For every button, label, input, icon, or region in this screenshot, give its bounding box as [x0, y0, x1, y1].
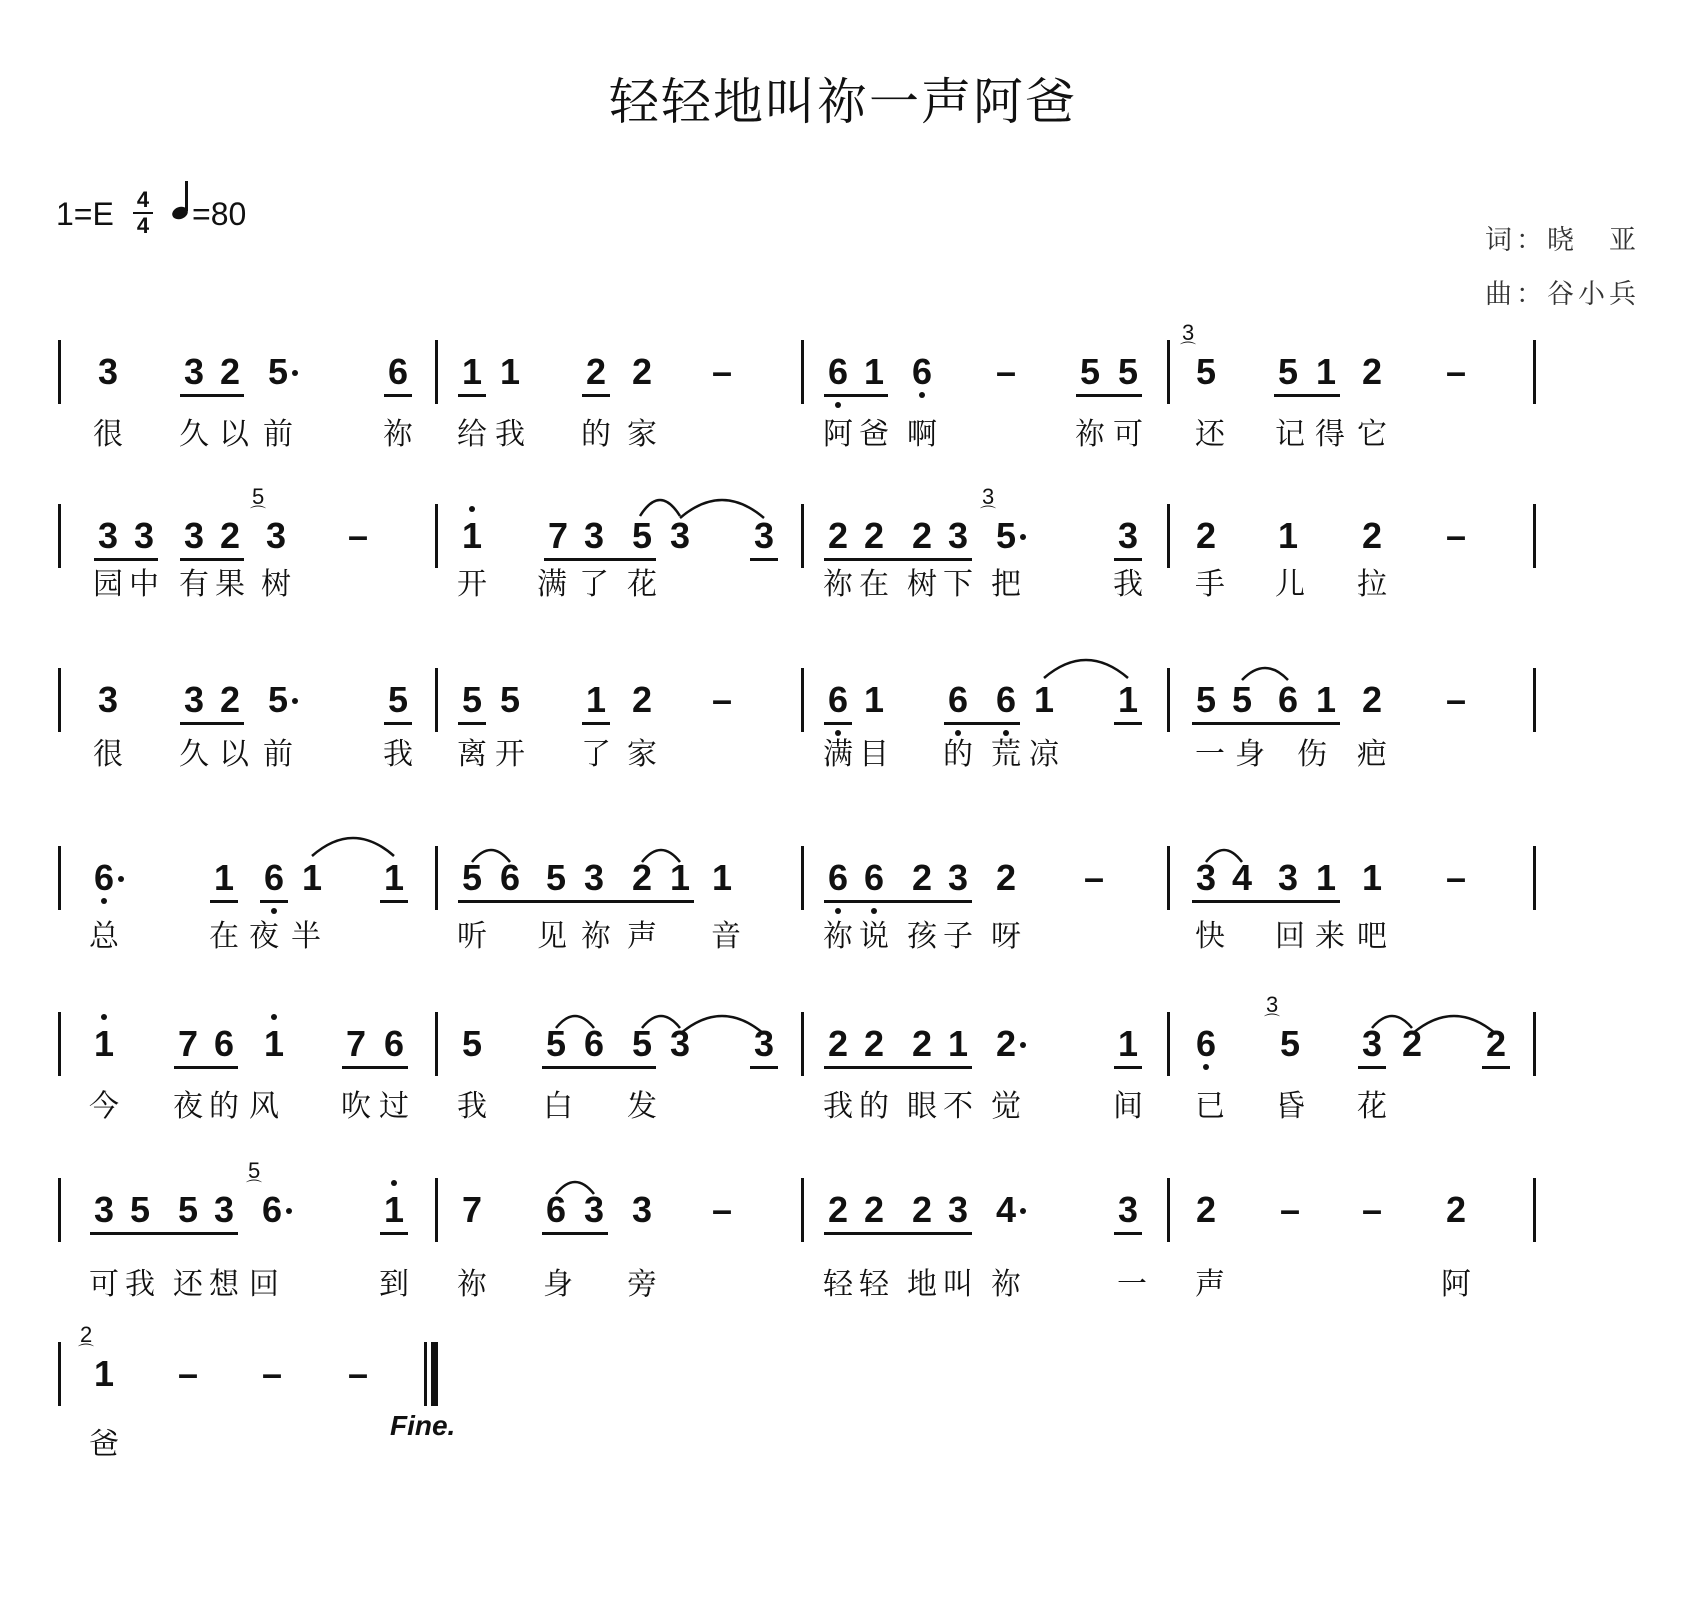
lyric-char: 叫 [943, 1267, 973, 1302]
note-pitch: 2 [1361, 515, 1383, 556]
note-pitch: 3 [133, 515, 155, 556]
note-pitch: 2 [827, 1023, 849, 1064]
note-pitch: 3 [669, 515, 691, 556]
slur-arc [556, 1182, 594, 1194]
grace-note: 5 [252, 484, 265, 509]
note-pitch: – [1445, 679, 1467, 720]
lyric-char: 轻 [823, 1267, 853, 1302]
note-pitch: 2 [1361, 679, 1383, 720]
lyric-char: 呀 [991, 919, 1021, 954]
note-pitch: 5 [631, 1023, 653, 1064]
lyric-char: 以 [219, 737, 249, 772]
note-pitch: 2 [219, 679, 241, 720]
grace-hook: ⌒ [78, 1344, 95, 1361]
note-pitch: 5 [631, 515, 653, 556]
lyric-char: 很 [93, 737, 123, 772]
note-pitch: 1 [711, 857, 733, 898]
lyric-char: 中 [129, 567, 159, 602]
note-pitch: 3 [947, 1189, 969, 1230]
lyric-char: 前 [263, 737, 293, 772]
note-pitch: 6 [1277, 679, 1299, 720]
note-pitch: 3 [583, 857, 605, 898]
lyric-char: 我 [457, 1089, 487, 1124]
lyric-char: 回 [249, 1267, 279, 1302]
song-title: 轻轻地叫祢一声阿爸 [609, 73, 1077, 131]
lyric-char: 爸 [89, 1427, 119, 1462]
note-pitch: 5 [499, 679, 521, 720]
grace-hook: ⌒ [1180, 342, 1197, 359]
note-pitch: 5 [1195, 351, 1217, 392]
note-pitch: 3 [947, 857, 969, 898]
slur-arc [556, 1016, 594, 1028]
note-pitch: 2 [1361, 351, 1383, 392]
lyric-char: 地 [907, 1267, 937, 1302]
note-pitch: 1 [863, 679, 885, 720]
note-pitch: 3 [631, 1189, 653, 1230]
note-pitch: 6 [911, 351, 933, 392]
lyric-char: 阿 [823, 417, 853, 452]
note-pitch: 6 [827, 351, 849, 392]
lyric-char: 手 [1195, 567, 1225, 602]
note-pitch: 2 [995, 1023, 1017, 1064]
lyric-char: 想 [209, 1267, 239, 1302]
note-pitch: 6 [263, 857, 285, 898]
note-pitch: 2 [1195, 1189, 1217, 1230]
note-pitch: 2 [219, 515, 241, 556]
lyric-char: 祢 [823, 919, 853, 954]
note-pitch: 3 [97, 351, 119, 392]
note-pitch: 5 [461, 857, 483, 898]
lyric-char: 还 [1195, 417, 1225, 452]
lyric-char: 旁 [627, 1267, 657, 1302]
note-pitch: 3 [753, 1023, 775, 1064]
note-pitch: 3 [97, 679, 119, 720]
lyric-char: 目 [859, 737, 889, 772]
lyric-char: 开 [495, 737, 525, 772]
lyric-char: 来 [1315, 919, 1345, 954]
note-pitch: 5 [995, 515, 1017, 556]
note-pitch: 6 [387, 351, 409, 392]
grace-hook: ⌒ [980, 506, 997, 523]
lyric-char: 开 [457, 567, 487, 602]
note-pitch: 5 [545, 1023, 567, 1064]
note-pitch: 5 [177, 1189, 199, 1230]
note-pitch: 1 [213, 857, 235, 898]
note-pitch: 2 [827, 515, 849, 556]
note-pitch: 2 [911, 1189, 933, 1230]
slur-arc [680, 1016, 764, 1034]
note-pitch: 6 [1195, 1023, 1217, 1064]
note-pitch: – [1445, 515, 1467, 556]
note-pitch: 5 [1279, 1023, 1301, 1064]
note-pitch: – [1445, 351, 1467, 392]
lyric-char: 今 [89, 1089, 119, 1124]
slur-arc [312, 838, 394, 856]
note-pitch: 1 [1277, 515, 1299, 556]
note-pitch: 3 [183, 679, 205, 720]
lyric-char: 觉 [991, 1089, 1021, 1124]
lyric-char: 见 [537, 919, 567, 954]
slur-arc [642, 1016, 680, 1028]
lyric-char: 可 [1113, 417, 1143, 452]
lyric-char: 声 [627, 919, 657, 954]
lyric-char: 疤 [1357, 737, 1387, 772]
note-pitch: 6 [213, 1023, 235, 1064]
note-pitch: 2 [631, 857, 653, 898]
lyric-char: 身 [543, 1267, 573, 1302]
note-pitch: – [1083, 857, 1105, 898]
lyric-char: 阿 [1441, 1267, 1471, 1302]
lyric-char: 了 [581, 737, 611, 772]
lyric-char: 一 [1117, 1267, 1147, 1302]
note-pitch: 1 [1361, 857, 1383, 898]
lyric-char: 间 [1113, 1089, 1143, 1124]
note-pitch: 1 [1315, 351, 1337, 392]
note-pitch: 6 [827, 857, 849, 898]
lyricist-credit: 词：晓 亚 [1485, 225, 1640, 256]
lyric-char: 下 [943, 567, 973, 602]
lyric-char: 儿 [1275, 567, 1305, 602]
note-pitch: – [1445, 857, 1467, 898]
note-pitch: 5 [1195, 679, 1217, 720]
note-pitch: 1 [383, 857, 405, 898]
note-pitch: 1 [947, 1023, 969, 1064]
lyric-char: 眼 [907, 1089, 937, 1124]
lyric-char: 音 [711, 919, 741, 954]
fine-marking: Fine. [390, 1410, 456, 1441]
note-pitch: 3 [183, 515, 205, 556]
grace-note: 2 [80, 1322, 93, 1347]
note-pitch: 1 [1117, 1023, 1139, 1064]
note-pitch: 2 [995, 857, 1017, 898]
lyric-char: 了 [579, 567, 609, 602]
note-pitch: 6 [93, 857, 115, 898]
note-pitch: 5 [267, 679, 289, 720]
note-pitch: 2 [585, 351, 607, 392]
lyric-char: 我 [495, 417, 525, 452]
note-pitch: 3 [93, 1189, 115, 1230]
note-pitch: 4 [995, 1189, 1017, 1230]
lyric-char: 花 [1357, 1089, 1387, 1124]
note-pitch: 6 [383, 1023, 405, 1064]
note-pitch: 3 [1361, 1023, 1383, 1064]
note-pitch: 4 [1231, 857, 1253, 898]
lyric-char: 声 [1195, 1267, 1225, 1302]
lyric-char: 已 [1195, 1089, 1225, 1124]
lyric-char: 凉 [1029, 737, 1059, 772]
key-signature: 1=E [56, 196, 114, 232]
lyric-char: 在 [209, 919, 239, 954]
lyric-char: 我 [1113, 567, 1143, 602]
lyric-char: 树 [261, 567, 291, 602]
note-pitch: 2 [1401, 1023, 1423, 1064]
lyric-char: 昏 [1275, 1089, 1305, 1124]
slur-arc [1372, 1016, 1412, 1028]
lyric-char: 祢 [581, 919, 611, 954]
lyric-char: 说 [859, 919, 889, 954]
lyric-char: 过 [379, 1089, 409, 1124]
lyric-char: 满 [823, 737, 853, 772]
note-pitch: 1 [499, 351, 521, 392]
lyric-char: 祢 [823, 567, 853, 602]
note-pitch: 2 [911, 857, 933, 898]
note-pitch: 7 [461, 1189, 483, 1230]
note-pitch: 2 [1485, 1023, 1507, 1064]
note-pitch: 3 [583, 1189, 605, 1230]
lyric-char: 它 [1357, 417, 1387, 452]
lyric-char: 的 [943, 737, 973, 772]
composer-credit: 曲：谷小兵 [1485, 279, 1640, 310]
note-pitch: – [347, 515, 369, 556]
note-pitch: – [261, 1353, 283, 1394]
lyric-char: 花 [627, 567, 657, 602]
note-pitch: 1 [93, 1353, 115, 1394]
lyric-char: 离 [457, 737, 487, 772]
note-pitch: – [711, 351, 733, 392]
note-pitch: 6 [947, 679, 969, 720]
lyric-char: 子 [943, 919, 973, 954]
lyric-char: 很 [93, 417, 123, 452]
note-pitch: 5 [1117, 351, 1139, 392]
note-pitch: 3 [947, 515, 969, 556]
lyric-char: 吧 [1357, 919, 1387, 954]
lyric-char: 园 [93, 567, 123, 602]
lyric-char: 祢 [457, 1267, 487, 1302]
lyric-char: 久 [179, 737, 209, 772]
note-pitch: 2 [1445, 1189, 1467, 1230]
lyric-char: 的 [859, 1089, 889, 1124]
note-pitch: 1 [301, 857, 323, 898]
lyric-char: 轻 [859, 1267, 889, 1302]
note-pitch: 1 [669, 857, 691, 898]
grace-note: 3 [1266, 992, 1279, 1017]
note-pitch: 6 [261, 1189, 283, 1230]
note-pitch: 1 [461, 351, 483, 392]
note-pitch: 1 [1315, 857, 1337, 898]
note-pitch: 3 [1195, 857, 1217, 898]
note-pitch: 1 [1315, 679, 1337, 720]
note-pitch: 1 [93, 1023, 115, 1064]
grace-note: 3 [1182, 320, 1195, 345]
lyric-char: 树 [907, 567, 937, 602]
tempo-value: =80 [192, 196, 247, 232]
note-pitch: 1 [1117, 679, 1139, 720]
note-pitch: – [1279, 1189, 1301, 1230]
lyric-char: 把 [991, 567, 1021, 602]
time-signature-bottom: 4 [136, 213, 150, 238]
lyric-char: 给 [457, 417, 487, 452]
note-pitch: – [347, 1353, 369, 1394]
note-pitch: 5 [545, 857, 567, 898]
note-pitch: 5 [461, 1023, 483, 1064]
note-pitch: 3 [669, 1023, 691, 1064]
lyric-char: 前 [263, 417, 293, 452]
slur-arc [680, 500, 764, 518]
note-pitch: 1 [263, 1023, 285, 1064]
note-pitch: 3 [213, 1189, 235, 1230]
lyric-char: 夜 [249, 919, 279, 954]
note-pitch: 1 [461, 515, 483, 556]
lyric-char: 可 [89, 1267, 119, 1302]
lyric-char: 不 [943, 1089, 973, 1124]
note-pitch: 5 [1231, 679, 1253, 720]
slur-arc [640, 500, 680, 516]
slur-arc [1242, 668, 1288, 680]
lyric-char: 总 [89, 919, 119, 954]
grace-hook: ⌒ [250, 506, 267, 523]
note-pitch: 6 [863, 857, 885, 898]
lyric-char: 吹 [341, 1089, 371, 1124]
lyric-char: 一 [1195, 737, 1225, 772]
lyric-char: 孩 [907, 919, 937, 954]
lyric-char: 祢 [383, 417, 413, 452]
note-pitch: 2 [863, 1189, 885, 1230]
lyric-char: 家 [627, 417, 657, 452]
note-pitch: 3 [583, 515, 605, 556]
grace-note: 3 [982, 484, 995, 509]
note-pitch: 3 [183, 351, 205, 392]
note-pitch: 3 [1117, 1189, 1139, 1230]
lyric-char: 到 [379, 1267, 409, 1302]
note-pitch: 3 [265, 515, 287, 556]
note-pitch: 2 [631, 351, 653, 392]
slur-arc [1044, 660, 1128, 678]
note-pitch: 7 [177, 1023, 199, 1064]
slur-arc [472, 850, 510, 862]
lyric-char: 以 [219, 417, 249, 452]
lyric-char: 我 [383, 737, 413, 772]
note-pitch: 5 [129, 1189, 151, 1230]
lyric-char: 发 [627, 1089, 657, 1124]
slur-arc [1412, 1016, 1496, 1034]
note-pitch: 2 [911, 515, 933, 556]
lyric-char: 回 [1275, 919, 1305, 954]
note-pitch: 2 [863, 515, 885, 556]
note-pitch: 1 [1033, 679, 1055, 720]
lyric-char: 在 [859, 567, 889, 602]
note-pitch: 7 [345, 1023, 367, 1064]
lyric-char: 的 [581, 417, 611, 452]
note-pitch: 2 [827, 1189, 849, 1230]
note-pitch: 7 [547, 515, 569, 556]
note-pitch: 3 [1277, 857, 1299, 898]
note-pitch: 3 [97, 515, 119, 556]
lyric-char: 白 [543, 1089, 573, 1124]
slur-arc [642, 850, 680, 862]
lyric-char: 啊 [907, 417, 937, 452]
slur-arc [1206, 850, 1242, 862]
note-pitch: – [1361, 1189, 1383, 1230]
note-pitch: 1 [383, 1189, 405, 1230]
note-pitch: – [711, 679, 733, 720]
note-pitch: 1 [585, 679, 607, 720]
lyric-char: 记 [1275, 417, 1305, 452]
note-pitch: – [995, 351, 1017, 392]
note-pitch: 5 [387, 679, 409, 720]
grace-hook: ⌒ [1264, 1014, 1281, 1031]
lyric-char: 祢 [991, 1267, 1021, 1302]
lyric-char: 还 [173, 1267, 203, 1302]
lyric-char: 果 [215, 567, 245, 602]
lyric-char: 得 [1315, 417, 1345, 452]
lyric-char: 听 [457, 919, 487, 954]
lyric-char: 半 [291, 919, 321, 954]
lyric-char: 快 [1195, 919, 1225, 954]
lyric-char: 荒 [991, 737, 1021, 772]
lyric-char: 祢 [1075, 417, 1105, 452]
lyric-char: 身 [1235, 737, 1265, 772]
note-pitch: 2 [911, 1023, 933, 1064]
note-pitch: 1 [863, 351, 885, 392]
note-pitch: 3 [1117, 515, 1139, 556]
time-signature-top: 4 [136, 187, 150, 212]
note-pitch: 2 [219, 351, 241, 392]
lyric-char: 风 [249, 1089, 279, 1124]
note-pitch: 6 [583, 1023, 605, 1064]
lyric-char: 有 [179, 567, 209, 602]
note-pitch: 2 [863, 1023, 885, 1064]
note-pitch: – [177, 1353, 199, 1394]
grace-note: 5 [248, 1158, 261, 1183]
note-pitch: 6 [499, 857, 521, 898]
lyric-char: 伤 [1297, 737, 1327, 772]
lyric-char: 夜 [173, 1089, 203, 1124]
note-pitch: 2 [631, 679, 653, 720]
lyric-char: 我 [125, 1267, 155, 1302]
lyric-char: 的 [209, 1089, 239, 1124]
note-pitch: 3 [753, 515, 775, 556]
grace-hook: ⌒ [246, 1180, 263, 1197]
note-pitch: 6 [545, 1189, 567, 1230]
note-pitch: 6 [827, 679, 849, 720]
lyric-char: 满 [537, 567, 567, 602]
lyric-char: 我 [823, 1089, 853, 1124]
lyric-char: 家 [627, 737, 657, 772]
lyric-char: 爸 [859, 417, 889, 452]
lyric-char: 拉 [1357, 567, 1387, 602]
note-pitch: – [711, 1189, 733, 1230]
note-pitch: 5 [1079, 351, 1101, 392]
note-pitch: 5 [267, 351, 289, 392]
note-pitch: 2 [1195, 515, 1217, 556]
note-pitch: 6 [995, 679, 1017, 720]
note-pitch: 5 [1277, 351, 1299, 392]
note-pitch: 5 [461, 679, 483, 720]
lyric-char: 久 [179, 417, 209, 452]
